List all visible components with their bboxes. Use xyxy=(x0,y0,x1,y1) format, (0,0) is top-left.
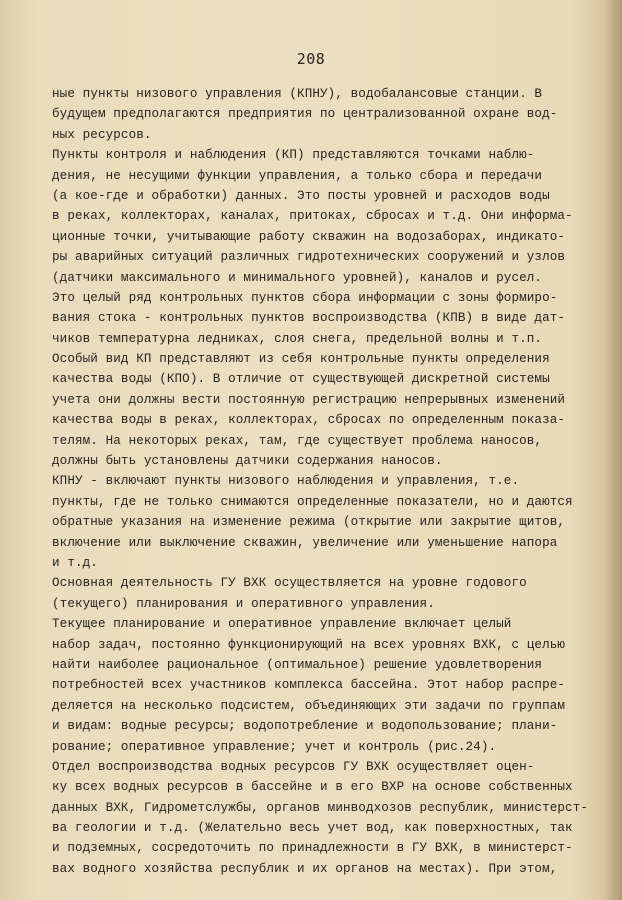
text-line: Пункты контроля и наблюдения (КП) представляются точками наблю- xyxy=(52,148,535,163)
text-line: качества воды (КПО). В отличие от существующей дискретной системы xyxy=(52,372,550,387)
text-line: и видам: водные ресурсы; водопотребление и водопользование; плани- xyxy=(52,719,558,734)
text-line: и подземных, сосредоточить по принадлежности в ГУ ВХК, в министерст- xyxy=(52,841,573,856)
text-line: деляется на несколько подсистем, объединяющих эти задачи по группам xyxy=(52,698,566,713)
text-line: ных ресурсов. xyxy=(52,127,152,142)
text-line: ры аварийных ситуаций различных гидротехнических сооружений и узлов xyxy=(52,250,566,265)
text-line: Отдел воспроизводства водных ресурсов ГУ ВХК осуществляет оцен- xyxy=(52,759,535,774)
text-line: качества воды в реках, коллекторах, сбросах по определенным показа- xyxy=(52,413,566,428)
text-line: набор задач, постоянно функционирующий на всех уровнях ВХК, с целью xyxy=(52,637,566,652)
text-line: должны быть установлены датчики содержания наносов. xyxy=(52,454,443,469)
text-line: (датчики максимального и минимального уровней), каналов и русел. xyxy=(52,270,543,285)
text-line: (а кое-где и обработки) данных. Это посты уровней и расходов воды xyxy=(52,188,550,203)
text-line: потребностей всех участников комплекса бассейна. Этот набор распре- xyxy=(52,678,566,693)
text-line: Текущее планирование и оперативное управление включает целый xyxy=(52,617,512,632)
text-line: и т.д. xyxy=(52,555,98,570)
text-line: рование; оперативное управление; учет и контроль (рис.24). xyxy=(52,739,497,754)
text-line: чиков температурна ледниках, слоя снега, предельной волны и т.п. xyxy=(52,331,543,346)
text-line: ные пункты низового управления (КПНУ), водобалансовые станции. В xyxy=(52,87,543,101)
text-line: Особый вид КП представляют из себя контрольные пункты определения xyxy=(52,352,550,367)
text-line: включение или выключение скважин, увеличение или уменьшение напора xyxy=(52,535,558,550)
text-line: КПНУ - включают пункты низового наблюдения и управления, т.е. xyxy=(52,474,520,489)
text-line: данных ВХК, Гидрометслужбы, органов минводхозов республик, министерст- xyxy=(52,800,589,815)
text-line: пункты, где не только снимаются определенные показатели, но и даются xyxy=(52,494,573,509)
body-text xyxy=(52,84,600,879)
page-number: 208 xyxy=(296,50,326,68)
text-line: ва геологии и т.д. (Желательно весь учет вод, как поверхностных, так xyxy=(52,821,573,836)
text-line: в реках, коллекторах, каналах, притоках, сбросах и т.д. Они информа- xyxy=(52,209,573,224)
text-line: телям. На некоторых реках, там, где существует проблема наносов, xyxy=(52,433,543,448)
text-line: обратные указания на изменение режима (открытие или закрытие щитов, xyxy=(52,515,566,530)
binding-shadow xyxy=(604,0,622,900)
text-line: (текущего) планирования и оперативного управления. xyxy=(52,596,435,611)
text-line: найти наиболее рациональное (оптимальное) решение удовлетворения xyxy=(52,657,543,672)
text-line: будущем предполагаются предприятия по централизованной охране вод- xyxy=(52,107,558,122)
text-line: Это целый ряд контрольных пунктов сбора информации с зоны формиро- xyxy=(52,290,558,305)
text-line: ционные точки, учитывающие работу скважин на водозаборах, индикато- xyxy=(52,229,566,244)
text-line: дения, не несущими функции управления, а только сбора и передачи xyxy=(52,168,543,183)
text-line: вания стока - контрольных пунктов воспроизводства (КПВ) в виде дат- xyxy=(52,311,566,326)
text-line: Основная деятельность ГУ ВХК осуществляется на уровне годового xyxy=(52,576,527,591)
text-line: учета они должны вести постоянную регистрацию непрерывных изменений xyxy=(52,392,566,407)
text-line: вах водного хозяйства республик и их органов на местах). При этом, xyxy=(52,861,558,876)
text-line: ку всех водных ресурсов в бассейне и в его ВХР на основе собственных xyxy=(52,780,573,795)
